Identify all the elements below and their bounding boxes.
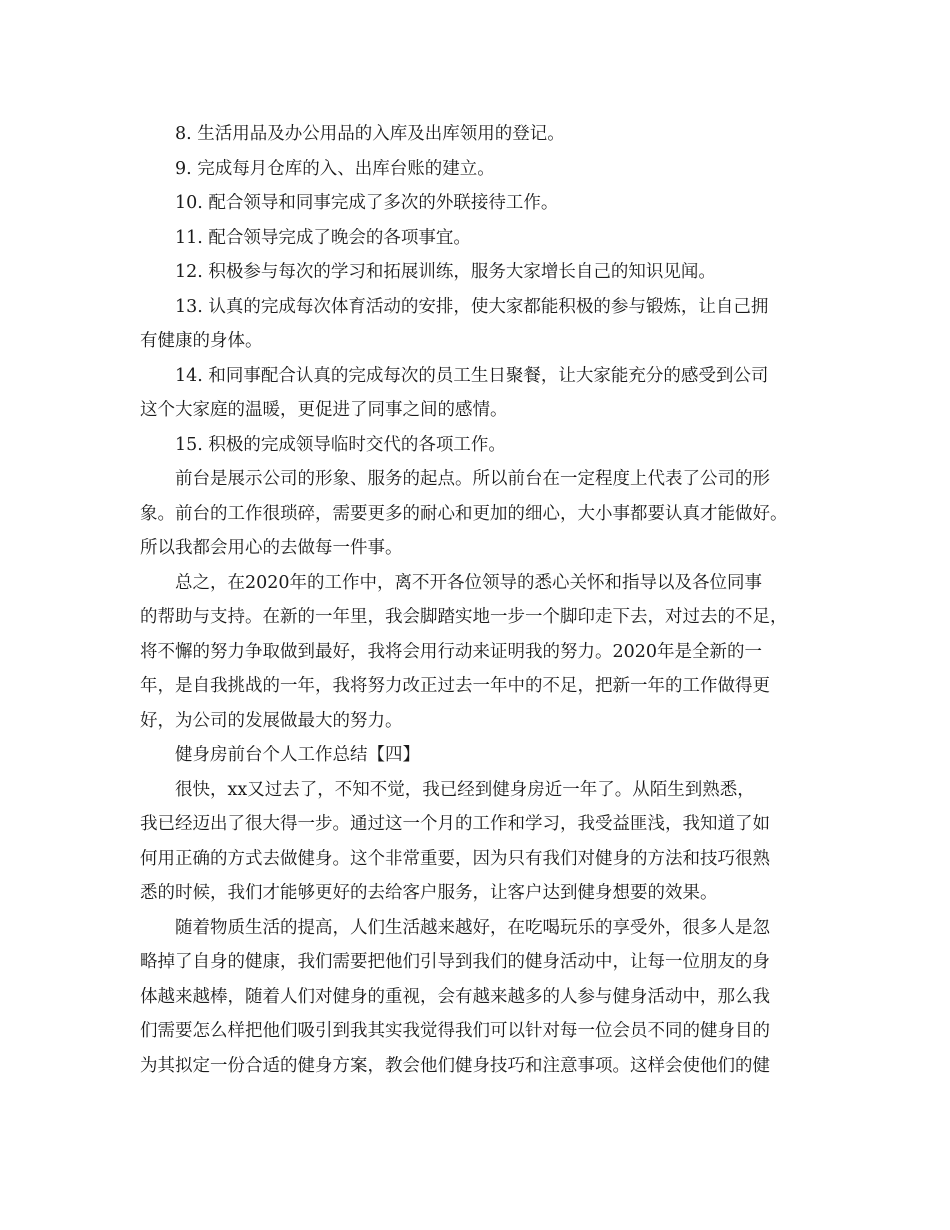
text-line: 将不懈的努力争取做到最好，我将会用行动来证明我的努力。2020年是全新的一 (140, 641, 763, 662)
text-line: 的帮助与支持。在新的一年里，我会脚踏实地一步一个脚印走下去，对过去的不足， (140, 607, 788, 627)
text-line: 8. 生活用品及办公用品的入库及出库领用的登记。 (175, 124, 565, 144)
text-line: 体越来越棒，随着人们对健身的重视，会有越来越多的人参与健身活动中，那么我 (140, 986, 770, 1007)
text-line: 11. 配合领导完成了晚会的各项事宜。 (175, 227, 471, 248)
text-line: 很快，xx又过去了，不知不觉，我已经到健身房近一年了。从陌生到熟悉， (175, 779, 755, 800)
text-line: 好，为公司的发展做最大的努力。 (140, 710, 403, 731)
text-line: 随着物质生活的提高，人们生活越来越好，在吃喝玩乐的享受外，很多人是忽 (175, 917, 770, 938)
text-line: 为其拟定一份合适的健身方案，教会他们健身技巧和注意事项。这样会使他们的健 (140, 1055, 770, 1076)
text-line: 这个大家庭的温暖，更促进了同事之间的感情。 (140, 400, 508, 420)
text-line: 们需要怎么样把他们吸引到我其实我觉得我们可以针对每一位会员不同的健身目的 (140, 1021, 770, 1041)
text-line: 15. 积极的完成领导临时交代的各项工作。 (175, 434, 506, 455)
text-line: 前台是展示公司的形象、服务的起点。所以前台在一定程度上代表了公司的形 (175, 469, 770, 489)
text-line: 悉的时候，我们才能够更好的去给客户服务，让客户达到健身想要的效果。 (140, 883, 718, 903)
text-line: 9. 完成每月仓库的入、出库台账的建立。 (175, 158, 495, 179)
text-line: 10. 配合领导和同事完成了多次的外联接待工作。 (175, 193, 559, 213)
text-line: 有健康的身体。 (140, 331, 263, 351)
text-line: 何用正确的方式去做健身。这个非常重要，因为只有我们对健身的方法和技巧很熟 (140, 848, 770, 869)
text-line: 我已经迈出了很大得一步。通过这一个月的工作和学习，我受益匪浅，我知道了如 (140, 814, 770, 834)
text-line: 13. 认真的完成每次体育活动的安排，使大家都能积极的参与锻炼，让自己拥 (175, 296, 769, 317)
text-line: 总之，在2020年的工作中，离不开各位领导的悉心关怀和指导以及各位同事 (175, 572, 763, 593)
text-line: 略掉了自身的健康，我们需要把他们引导到我们的健身活动中，让每一位朋友的身 (140, 952, 770, 972)
document-body (140, 117, 816, 1083)
text-line: 14. 和同事配合认真的完成每次的员工生日聚餐，让大家能充分的感受到公司 (175, 365, 769, 386)
text-line: 所以我都会用心的去做每一件事。 (140, 538, 403, 558)
text-line: 12. 积极参与每次的学习和拓展训练，服务大家增长自己的知识见闻。 (175, 262, 716, 282)
text-line: 健身房前台个人工作总结【四】 (175, 745, 420, 765)
text-line: 象。前台的工作很琐碎，需要更多的耐心和更加的细心，大小事都要认真才能做好。 (140, 503, 788, 524)
text-line: 年，是自我挑战的一年，我将努力改正过去一年中的不足，把新一年的工作做得更 (140, 676, 770, 696)
